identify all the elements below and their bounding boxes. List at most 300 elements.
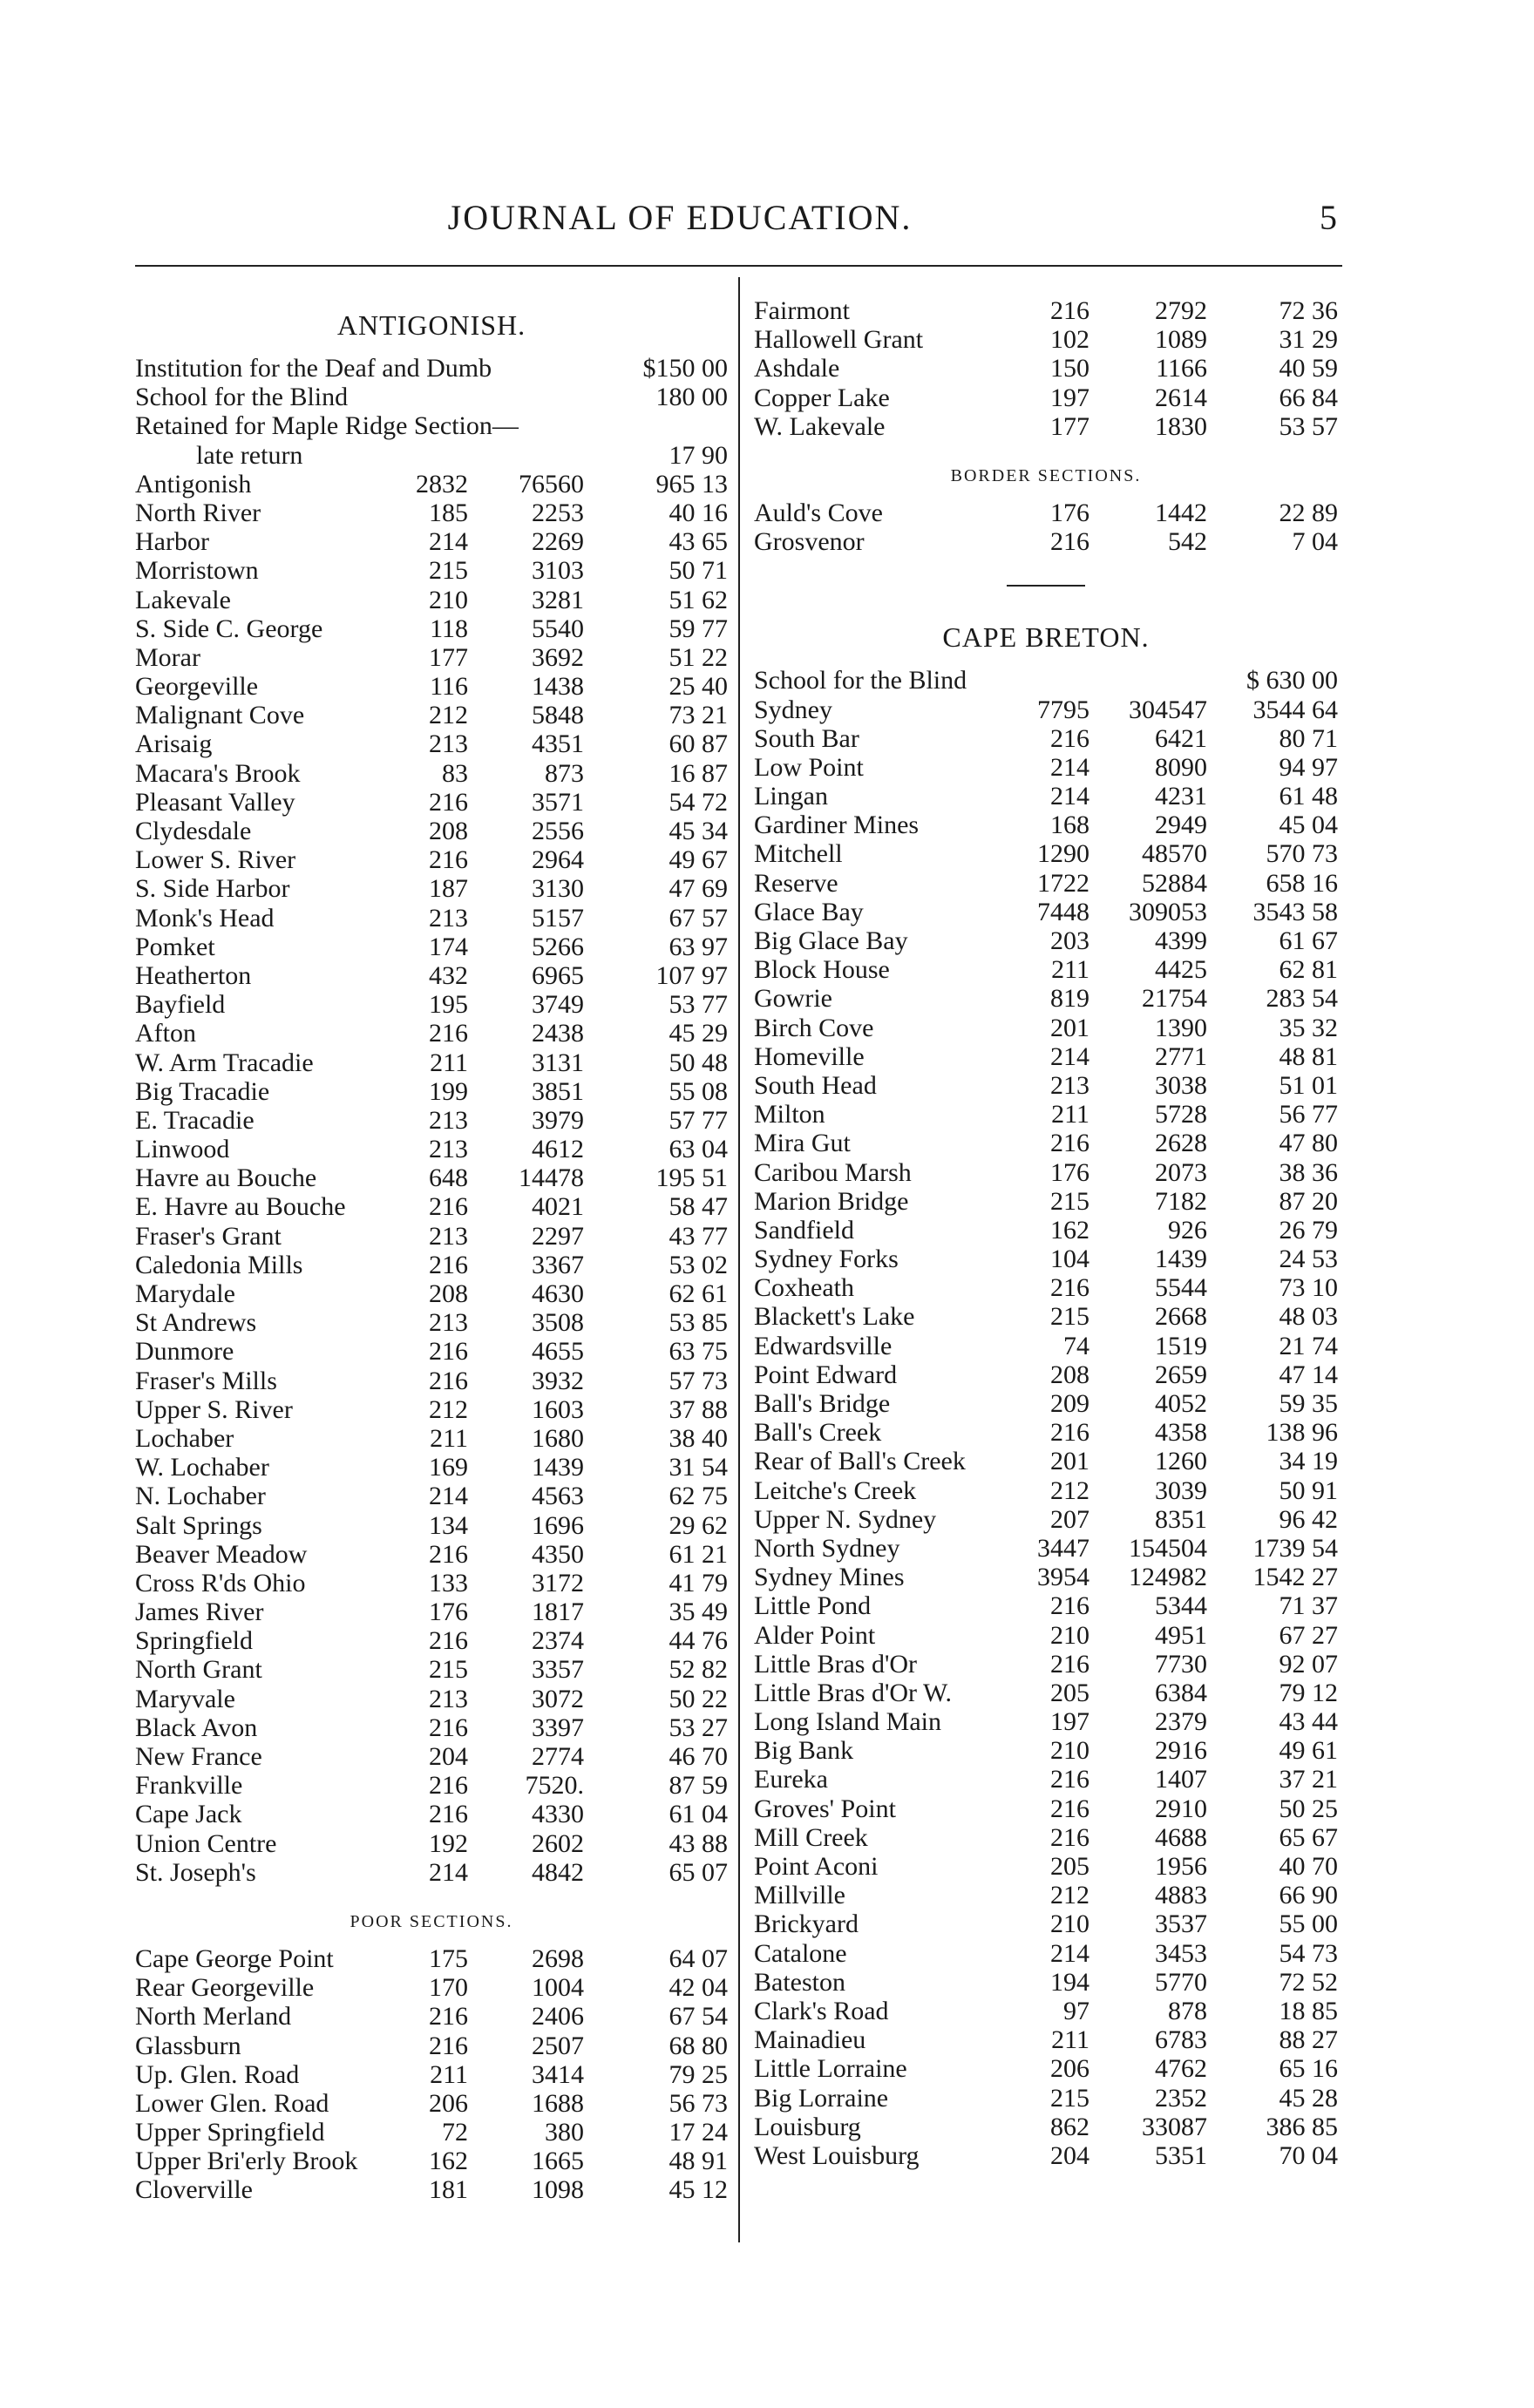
section-name: Glace Bay [754, 897, 864, 926]
section-pupils: 201 [1050, 1013, 1089, 1042]
section-name: School for the Blind [135, 383, 349, 412]
table-row [754, 1245, 1338, 1273]
section-name: Low Point [754, 752, 864, 782]
section-name: Alder Point [754, 1620, 876, 1650]
section-days: 1390 [1155, 1013, 1207, 1042]
section-amount: 31 54 [669, 1453, 728, 1482]
section-days: 2253 [532, 498, 584, 527]
section-pupils: 210 [1050, 1909, 1089, 1939]
section-days: 4883 [1155, 1881, 1207, 1910]
section-name: Fraser's Mills [135, 1366, 277, 1395]
table-row [135, 1279, 728, 1308]
section-days: 2438 [532, 1019, 584, 1048]
section-amount: 50 25 [1279, 1794, 1338, 1823]
section-amount: 56 73 [669, 2088, 728, 2118]
section-name: Rear of Ball's Creek [754, 1447, 966, 1476]
table-row [754, 1418, 1338, 1447]
section-name: New France [135, 1742, 262, 1771]
section-pupils: 133 [429, 1568, 468, 1597]
section-pupils: 213 [429, 729, 468, 759]
section-pupils: 648 [429, 1163, 468, 1193]
table-row [135, 643, 728, 672]
table-row [754, 1505, 1338, 1534]
section-name: Big Bank [754, 1736, 854, 1766]
table-row [754, 1707, 1338, 1736]
section-amount: 54 72 [669, 787, 728, 817]
section-name: St Andrews [135, 1308, 257, 1338]
section-days: 3103 [532, 556, 584, 586]
section-amount: 61 21 [669, 1539, 728, 1569]
section-name: N. Lochaber [135, 1482, 266, 1511]
section-name: Salt Springs [135, 1510, 262, 1540]
section-days: 926 [1168, 1215, 1207, 1245]
section-days: 1665 [532, 2147, 584, 2176]
section-amount: 67 54 [669, 2002, 728, 2032]
section-days: 154504 [1129, 1533, 1207, 1563]
section-days: 1696 [532, 1510, 584, 1540]
section-name: Bayfield [135, 990, 226, 1020]
poor-sections-heading: POOR SECTIONS. [350, 1911, 513, 1931]
section-name: Arisaig [135, 729, 213, 759]
section-name: W. Lochaber [135, 1453, 269, 1482]
section-name: Mira Gut [754, 1129, 851, 1158]
section-amount: 66 84 [1279, 383, 1338, 412]
section-days: 4052 [1155, 1389, 1207, 1418]
section-pupils: 206 [429, 2088, 468, 2118]
section-pupils: 213 [429, 1135, 468, 1164]
section-name: late return [196, 440, 303, 470]
table-row [135, 1858, 728, 1887]
table-row [135, 845, 728, 874]
table-row [754, 1968, 1338, 1997]
table-row [135, 1771, 728, 1800]
table-row [135, 933, 728, 961]
section-pupils: 72 [442, 2118, 468, 2147]
section-amount: 43 65 [669, 527, 728, 557]
section-pupils: 187 [429, 874, 468, 904]
special-grant-row [135, 441, 728, 470]
table-row [754, 2025, 1338, 2054]
table-row [754, 724, 1338, 753]
section-amount: 96 42 [1279, 1504, 1338, 1534]
table-row [754, 1794, 1338, 1823]
section-days: 2374 [532, 1626, 584, 1656]
section-name: Grosvenor [754, 527, 865, 557]
section-pupils: 214 [429, 1857, 468, 1887]
table-row [135, 1106, 728, 1135]
section-days: 3131 [532, 1048, 584, 1077]
section-days: 1089 [1155, 325, 1207, 355]
table-row [135, 1308, 728, 1337]
section-name: Black Avon [135, 1713, 258, 1742]
section-name: Marion Bridge [754, 1186, 909, 1216]
section-pupils: 216 [1050, 723, 1089, 753]
section-days: 2379 [1155, 1707, 1207, 1737]
section-pupils: 204 [1050, 2140, 1089, 2170]
section-amount: 87 59 [669, 1771, 728, 1801]
special-grant-row [135, 354, 728, 383]
section-name: Up. Glen. Road [135, 2059, 300, 2089]
section-amount: 63 75 [669, 1337, 728, 1367]
section-amount: 62 75 [669, 1482, 728, 1511]
section-pupils: 2832 [416, 469, 468, 499]
section-days: 14478 [519, 1163, 584, 1193]
section-amount: 48 91 [669, 2147, 728, 2176]
section-pupils: 212 [1050, 1881, 1089, 1910]
table-row [135, 1048, 728, 1077]
table-row [754, 325, 1338, 354]
table-row [754, 1852, 1338, 1881]
section-amount: 62 81 [1279, 955, 1338, 985]
section-name: Bateston [754, 1967, 845, 1997]
section-pupils: 7448 [1037, 897, 1089, 926]
section-name: North River [135, 498, 261, 527]
section-amount: 43 77 [669, 1221, 728, 1251]
section-name: Springfield [135, 1626, 253, 1656]
section-days: 4021 [532, 1192, 584, 1222]
section-amount: 50 91 [1279, 1475, 1338, 1505]
section-pupils: 192 [429, 1828, 468, 1858]
section-amount: 73 21 [669, 701, 728, 730]
page-header [131, 197, 1351, 249]
section-name: Coxheath [754, 1273, 854, 1303]
section-amount: 7 04 [1292, 527, 1338, 557]
section-amount: 54 73 [1279, 1938, 1338, 1968]
section-amount: 50 71 [669, 556, 728, 586]
section-amount: 53 02 [669, 1250, 728, 1279]
section-name: Clark's Road [754, 1996, 889, 2025]
section-pupils: 214 [1050, 1041, 1089, 1071]
section-days: 3039 [1155, 1475, 1207, 1505]
section-amount: 57 77 [669, 1105, 728, 1135]
section-amount: 29 62 [669, 1510, 728, 1540]
section-amount: 1739 54 [1252, 1533, 1338, 1563]
section-amount: 94 97 [1279, 752, 1338, 782]
section-name: Antigonish [135, 469, 252, 499]
table-row [754, 1939, 1338, 1968]
section-amount: 65 67 [1279, 1822, 1338, 1852]
section-amount: 49 67 [669, 845, 728, 875]
table-row [754, 354, 1338, 383]
section-amount: 35 49 [669, 1597, 728, 1627]
section-pupils: 216 [1050, 1794, 1089, 1823]
section-amount: 67 57 [669, 903, 728, 933]
section-pupils: 1290 [1037, 839, 1089, 869]
section-amount: 65 07 [669, 1857, 728, 1887]
section-pupils: 210 [429, 585, 468, 614]
section-name: Gardiner Mines [754, 811, 920, 840]
section-pupils: 211 [430, 1048, 468, 1077]
section-days: 2916 [1155, 1736, 1207, 1766]
section-name: Sydney Mines [754, 1563, 905, 1592]
table-row [135, 1569, 728, 1597]
section-days: 3172 [532, 1568, 584, 1597]
section-days: 4762 [1155, 2054, 1207, 2084]
section-amount: 51 62 [669, 585, 728, 614]
section-name: St. Joseph's [135, 1857, 256, 1887]
section-name: Caledonia Mills [135, 1250, 303, 1279]
section-days: 3979 [532, 1105, 584, 1135]
section-name: Georgeville [135, 672, 259, 702]
section-pupils: 215 [1050, 1302, 1089, 1332]
section-days: 5770 [1155, 1967, 1207, 1997]
section-name: Dunmore [135, 1337, 234, 1367]
section-name: Big Lorraine [754, 2083, 889, 2113]
table-row [754, 1591, 1338, 1620]
section-pupils: 195 [429, 990, 468, 1020]
section-name: Gowrie [754, 984, 832, 1014]
section-pupils: 216 [1050, 1765, 1089, 1794]
section-pupils: 216 [1050, 1822, 1089, 1852]
table-row [754, 926, 1338, 955]
section-amount: 24 53 [1279, 1245, 1338, 1274]
section-pupils: 216 [429, 2031, 468, 2060]
section-name: Sydney [754, 695, 832, 724]
table-row [135, 1077, 728, 1106]
table-row [754, 383, 1338, 412]
section-days: 52884 [1142, 868, 1207, 898]
section-amount: 58 47 [669, 1192, 728, 1222]
section-amount: 386 85 [1266, 2112, 1338, 2141]
section-name: Auld's Cove [754, 498, 883, 527]
section-name: Lakevale [135, 585, 231, 614]
section-name: Heatherton [135, 960, 252, 990]
section-pupils: 216 [429, 787, 468, 817]
section-pupils: 211 [430, 1423, 468, 1453]
section-name: Edwardsville [754, 1331, 893, 1360]
section-name: Clydesdale [135, 817, 252, 845]
section-pupils: 214 [1050, 752, 1089, 782]
section-days: 3367 [532, 1250, 584, 1279]
section-days: 4563 [532, 1482, 584, 1511]
section-name: Leitche's Creek [754, 1475, 917, 1505]
section-name: Millville [754, 1881, 845, 1910]
section-amount: 88 27 [1279, 2025, 1338, 2055]
section-days: 2352 [1155, 2083, 1207, 2113]
section-pupils: 216 [429, 1539, 468, 1569]
section-amount: 50 22 [669, 1684, 728, 1713]
section-days: 1442 [1155, 498, 1207, 527]
section-amount: 31 29 [1279, 325, 1338, 355]
section-amount: 62 61 [669, 1279, 728, 1308]
table-row [135, 990, 728, 1019]
section-name: S. Side Harbor [135, 874, 290, 904]
section-name: Retained for Maple Ridge Section— [135, 411, 519, 441]
section-amount: 22 89 [1279, 498, 1338, 527]
table-row [135, 556, 728, 585]
section-pupils: 216 [429, 1800, 468, 1829]
section-amount: 61 04 [669, 1800, 728, 1829]
section-amount: 63 97 [669, 932, 728, 961]
section-name: Hallowell Grant [754, 325, 924, 355]
section-days: 4358 [1155, 1418, 1207, 1448]
section-days: 380 [545, 2118, 584, 2147]
section-name: Groves' Point [754, 1794, 896, 1823]
table-row [135, 1482, 728, 1510]
section-amount: 49 61 [1279, 1736, 1338, 1766]
section-name: Cape George Point [135, 1943, 334, 1973]
section-name: Eureka [754, 1765, 828, 1794]
section-amount: 52 82 [669, 1655, 728, 1685]
section-amount: 37 21 [1279, 1765, 1338, 1794]
section-days: 4655 [532, 1337, 584, 1367]
section-name: Caribou Marsh [754, 1157, 912, 1187]
section-days: 2698 [532, 1943, 584, 1973]
section-days: 2073 [1155, 1157, 1207, 1187]
section-pupils: 207 [1050, 1504, 1089, 1534]
section-name: Big Tracadie [135, 1076, 270, 1106]
section-name: Sandfield [754, 1215, 854, 1245]
section-days: 8351 [1155, 1504, 1207, 1534]
section-pupils: 201 [1050, 1447, 1089, 1476]
table-row [754, 898, 1338, 926]
section-days: 8090 [1155, 752, 1207, 782]
section-days: 4231 [1155, 782, 1207, 811]
table-row [135, 614, 728, 643]
table-row [135, 1511, 728, 1540]
table-row [754, 1042, 1338, 1071]
section-days: 3851 [532, 1076, 584, 1106]
section-amount: 283 54 [1266, 984, 1338, 1014]
section-amount: 47 69 [669, 874, 728, 904]
table-row [135, 1395, 728, 1424]
section-days: 7182 [1155, 1186, 1207, 1216]
section-pupils: 216 [429, 1250, 468, 1279]
section-pupils: 170 [429, 1973, 468, 2003]
table-row [754, 1332, 1338, 1360]
section-days: 2659 [1155, 1360, 1207, 1389]
section-days: 1439 [1155, 1245, 1207, 1274]
section-pupils: 176 [1050, 498, 1089, 527]
section-amount: 47 80 [1279, 1129, 1338, 1158]
section-amount: 38 36 [1279, 1157, 1338, 1187]
section-pupils: 212 [429, 701, 468, 730]
section-name: Copper Lake [754, 383, 890, 412]
section-days: 5266 [532, 932, 584, 961]
table-row [135, 1367, 728, 1395]
section-days: 1688 [532, 2088, 584, 2118]
section-amount: 37 88 [669, 1394, 728, 1424]
section-name: Glassburn [135, 2031, 241, 2060]
section-pupils: 216 [1050, 1591, 1089, 1621]
section-amount: 965 13 [655, 469, 728, 499]
section-pupils: 214 [1050, 1938, 1089, 1968]
table-row [135, 1973, 728, 2002]
section-days: 3281 [532, 585, 584, 614]
section-name: Long Island Main [754, 1707, 941, 1737]
section-pupils: 214 [1050, 782, 1089, 811]
section-amount: 67 27 [1279, 1620, 1338, 1650]
table-row [754, 1216, 1338, 1245]
section-pupils: 206 [1050, 2054, 1089, 2084]
section-pupils: 819 [1050, 984, 1089, 1014]
section-pupils: 216 [429, 2002, 468, 2032]
section-days: 5351 [1155, 2140, 1207, 2170]
section-name: E. Tracadie [135, 1105, 255, 1135]
section-days: 3749 [532, 990, 584, 1020]
table-row [754, 1823, 1338, 1852]
section-name: Maryvale [135, 1684, 235, 1713]
section-days: 4351 [532, 729, 584, 759]
table-row [754, 1129, 1338, 1157]
section-amount: 57 73 [669, 1366, 728, 1395]
table-row [135, 788, 728, 817]
table-row [135, 1944, 728, 1973]
section-name: Morristown [135, 556, 259, 586]
section-pupils: 211 [1051, 2025, 1089, 2055]
section-days: 4425 [1155, 955, 1207, 985]
section-amount: 43 44 [1279, 1707, 1338, 1737]
section-amount: 70 04 [1279, 2140, 1338, 2170]
table-row [754, 527, 1338, 556]
table-row [754, 1736, 1338, 1765]
table-row [754, 1158, 1338, 1187]
section-pupils: 213 [429, 1105, 468, 1135]
section-pupils: 215 [429, 1655, 468, 1685]
table-row [135, 1655, 728, 1684]
section-name: Sydney Forks [754, 1245, 899, 1274]
section-name: Pomket [135, 932, 215, 961]
section-name: W. Arm Tracadie [135, 1048, 314, 1077]
right-column [754, 296, 1338, 2170]
section-days: 5540 [532, 614, 584, 643]
table-row [754, 1360, 1338, 1389]
section-name: Frankville [135, 1771, 243, 1801]
section-pupils: 177 [429, 642, 468, 672]
section-days: 1830 [1155, 411, 1207, 441]
section-days: 304547 [1129, 695, 1207, 724]
section-days: 2792 [1155, 296, 1207, 325]
table-row [135, 1337, 728, 1366]
section-amount: 87 20 [1279, 1186, 1338, 1216]
table-row [135, 1742, 728, 1771]
section-name: South Bar [754, 723, 859, 753]
section-name: South Head [754, 1070, 877, 1100]
page-number: 5 [1320, 198, 1337, 237]
section-amount: 40 59 [1279, 354, 1338, 383]
section-days: 3038 [1155, 1070, 1207, 1100]
section-days: 4688 [1155, 1822, 1207, 1852]
section-pupils: 432 [429, 960, 468, 990]
section-pupils: 7795 [1037, 695, 1089, 724]
section-pupils: 216 [429, 845, 468, 875]
section-name: Macara's Brook [135, 758, 301, 788]
section-name: Reserve [754, 868, 838, 898]
section-pupils: 213 [429, 1308, 468, 1338]
table-row [754, 2141, 1338, 2170]
section-amount: 570 73 [1266, 839, 1338, 869]
section-pupils: 216 [1050, 527, 1089, 557]
section-pupils: 213 [429, 1684, 468, 1713]
section-days: 3537 [1155, 1909, 1207, 1939]
section-name: School for the Blind [754, 666, 967, 695]
section-days: 4842 [532, 1857, 584, 1887]
section-pupils: 162 [429, 2147, 468, 2176]
table-row [135, 1135, 728, 1163]
section-amount: 1542 27 [1252, 1563, 1338, 1592]
section-name: Big Glace Bay [754, 926, 908, 955]
section-days: 3130 [532, 874, 584, 904]
section-amount: 17 90 [669, 440, 728, 470]
section-pupils: 214 [429, 527, 468, 557]
section-pupils: 216 [429, 1337, 468, 1367]
section-name: Harbor [135, 527, 209, 557]
table-row [754, 296, 1338, 325]
section-amount: 3543 58 [1252, 897, 1338, 926]
section-days: 3508 [532, 1308, 584, 1338]
section-days: 3932 [532, 1366, 584, 1395]
section-pupils: 211 [1051, 1100, 1089, 1129]
